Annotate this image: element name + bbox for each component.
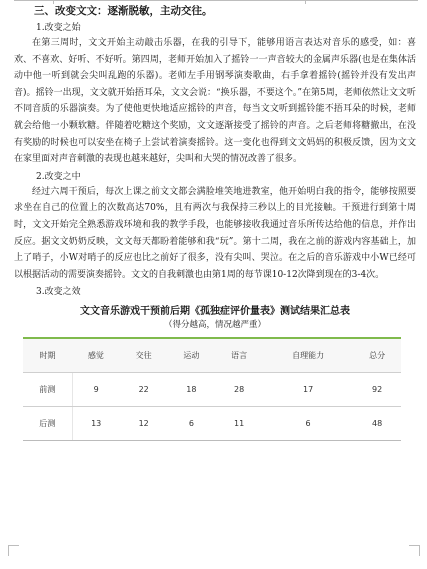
header-period: 时期 <box>23 338 72 373</box>
cell-self-care: 6 <box>263 407 353 441</box>
cell-sensory: 13 <box>72 407 120 441</box>
cell-sensory: 9 <box>72 373 120 407</box>
document-body <box>14 4 416 441</box>
paragraph-middle: 经过六周干预后，每次上课之前文文都会满脸堆笑地进教室，他开始明白我的指令，能够按照要求坐在自己的位置上的次数高达70%，且有两次与我保持三秒以上的目光接触。干预进行到第十周时，文文开始完全熟悉游戏环境和我的教学手段，也能够接收我通过音乐所传达给他的信息，并作出反应。据文文奶奶反映，文文每天都盼着能够和我“玩”。第十二周，我在之前的游戏内容基础上，加上了哨子，小W对哨子的反应也比之前好了很多，没有尖叫、哭泣。在之后的音乐游戏中小W已经可以根据活动的需要演奏摇铃。文文的自我刺激也由第1周的每节课10-12次降到现在的3-4次。 <box>14 186 416 280</box>
header-motor: 运动 <box>168 338 216 373</box>
header-social: 交往 <box>120 338 168 373</box>
subsection-title-middle: 2.改变之中 <box>36 171 81 182</box>
subsection-title-start: 1.改变之始 <box>36 23 81 33</box>
header-language: 语言 <box>215 338 263 373</box>
header-total: 总分 <box>353 338 401 373</box>
results-table <box>23 337 401 441</box>
cell-language: 11 <box>215 407 263 441</box>
page-corner-mark-right <box>409 545 420 556</box>
cell-period: 前测 <box>23 373 72 407</box>
header-self-care: 自理能力 <box>263 338 353 373</box>
table-header-row <box>23 338 401 373</box>
cell-motor: 18 <box>168 373 216 407</box>
top-rule <box>14 0 418 1</box>
header-sensory: 感觉 <box>72 338 120 373</box>
cell-total: 92 <box>353 373 401 407</box>
cell-language: 28 <box>215 373 263 407</box>
page-corner-mark-left <box>8 545 19 556</box>
table-subtitle: （得分越高，情况越严重） <box>163 320 266 331</box>
table-title: 文文音乐游戏干预前后期《孤独症评价量表》测试结果汇总表 <box>80 306 350 318</box>
table-row <box>23 407 401 441</box>
table-row <box>23 373 401 407</box>
paragraph-start: 在第三周时，文文开始主动敲击乐器，在我的引导下，能够用语言表达对音乐的感受，如：喜欢、不喜欢、好听、不好听。第四周，老师开始加入了摇铃一一声音较大的金属声乐器(也是在集体活动中他一听到就会尖叫乱跑的乐器)。老师左手用钢琴演奏歌曲，右手拿着摇铃(摇铃并没有发出声音)。摇铃一出现，文文就开始捂耳朵，文文会说：“换乐器，不要这个。”在第5周，老师依然让文文听不同音质的乐器演奏。为了使他更快地适应摇铃的声音，每当文文听到摇铃能不捂耳朵的时候，老师就会给他一小颗软糖。伴随着吃糖这个奖励，文文逐渐接受了摇铃的声音。之后老师将糖撤出，在没有奖励的时候也可以安坐在椅子上尝试着演奏摇铃。这一变化也得到文文妈妈的积极反馈，因为文文在家里面对声音刺激的表现也越来越好，尖叫和大哭的情况改善了很多。 <box>14 38 416 165</box>
cell-social: 22 <box>120 373 168 407</box>
cell-total: 48 <box>353 407 401 441</box>
subsection-title-effect: 3.改变之效 <box>36 287 81 298</box>
cell-self-care: 17 <box>263 373 353 407</box>
cell-motor: 6 <box>168 407 216 441</box>
cell-period: 后测 <box>23 407 72 441</box>
section-title: 三、改变文文：逐渐脱敏，主动交往。 <box>34 5 213 17</box>
cell-social: 12 <box>120 407 168 441</box>
